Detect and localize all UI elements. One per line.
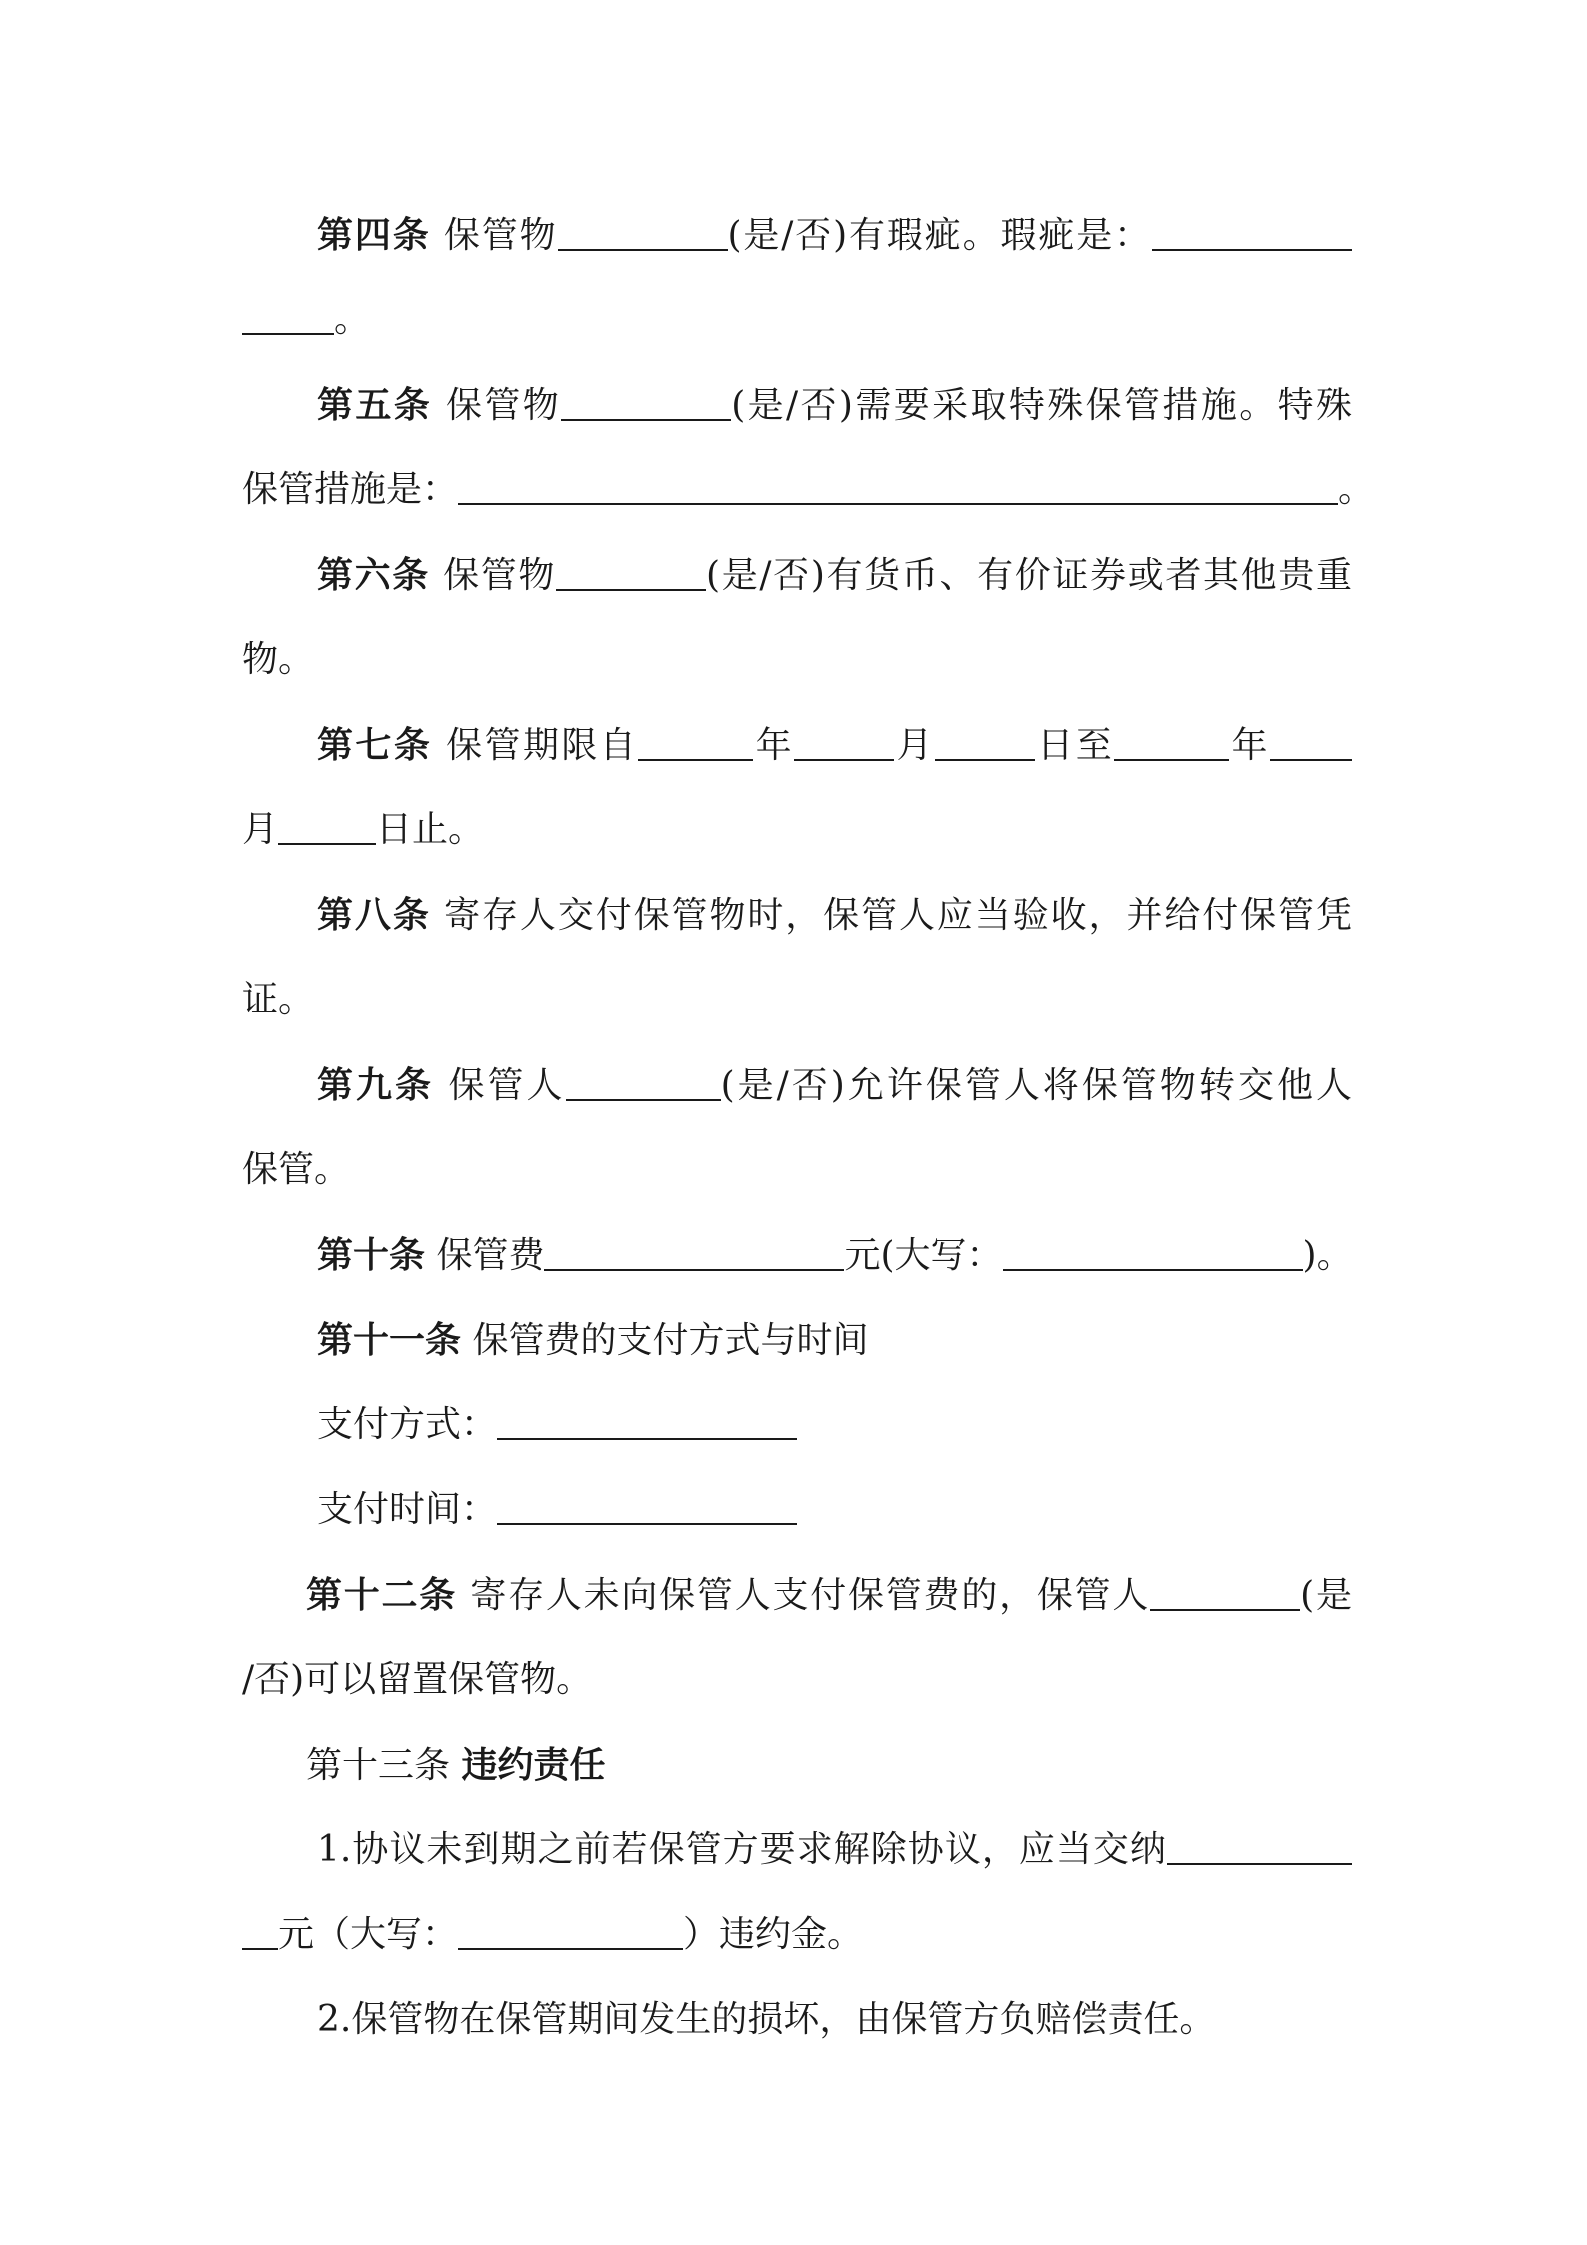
article-7-start-day-blank[interactable]: [935, 719, 1035, 761]
article-13-item-2: 2.保管物在保管期间发生的损坏，由保管方负赔偿责任。: [317, 1999, 1216, 2040]
article-12-line-1: 第十二条 寄存人未向保管人支付保管费的，保管人 (是: [306, 1565, 1352, 1625]
article-12-blank-1[interactable]: [1150, 1569, 1300, 1611]
article-13-item-1-amount-words-blank[interactable]: [458, 1908, 683, 1950]
article-12-line-2: /否)可以留置保管物。: [242, 1659, 593, 1700]
article-9-line-2: 保管。: [242, 1149, 351, 1190]
article-4-line-2: 。: [242, 290, 1352, 350]
article-11-time-blank[interactable]: [497, 1483, 797, 1525]
article-11-time-line: 支付时间：: [317, 1480, 1352, 1540]
article-6-line-2: 物。: [242, 639, 315, 680]
article-6-line-1: 第六条 保管物 (是/否)有货币、有价证券或者其他贵重: [317, 545, 1352, 605]
article-7-end-month-blank[interactable]: [1270, 719, 1352, 761]
article-13-heading: 第十三条: [306, 1745, 451, 1786]
article-4-heading: 第四条: [317, 214, 431, 256]
article-4-line-1: 第四条 保管物 (是/否)有瑕疵。瑕疵是：: [317, 205, 1352, 265]
article-7-heading: 第七条: [317, 724, 433, 766]
article-9-line-1: 第九条 保管人 (是/否)允许保管人将保管物转交他人: [317, 1055, 1352, 1115]
article-6-blank-1[interactable]: [556, 549, 706, 591]
article-13-item-1-blank-2[interactable]: [242, 1908, 278, 1950]
article-12-heading: 第十二条: [306, 1574, 458, 1616]
article-5-blank-1[interactable]: [561, 379, 731, 421]
article-7-start-month-blank[interactable]: [794, 719, 894, 761]
article-11-method-line: 支付方式：: [317, 1395, 1352, 1455]
article-7-end-year-blank[interactable]: [1114, 719, 1229, 761]
article-7-end-day-blank[interactable]: [278, 803, 376, 845]
article-10-amount-blank[interactable]: [544, 1229, 844, 1271]
article-11-line-1: 第十一条 保管费的支付方式与时间: [317, 1319, 869, 1361]
article-7-line-2: 月 日止。: [242, 800, 1352, 860]
article-4-blank-1[interactable]: [558, 209, 728, 251]
article-6-heading: 第六条: [317, 554, 430, 596]
article-11-method-blank[interactable]: [497, 1398, 797, 1440]
article-13-item-1-line-2: 元（大写： ）违约金。: [242, 1905, 1352, 1965]
article-9-heading: 第九条: [317, 1064, 435, 1106]
article-4-blank-2[interactable]: [1152, 209, 1352, 251]
article-9-blank-1[interactable]: [566, 1059, 721, 1101]
article-13-item-1-blank-1[interactable]: [1167, 1823, 1352, 1865]
article-5-line-1: 第五条 保管物 (是/否)需要采取特殊保管措施。特殊: [317, 375, 1352, 435]
article-4-blank-3[interactable]: [242, 293, 334, 335]
article-10-line-1: 第十条 保管费 元(大写： )。: [317, 1225, 1352, 1285]
article-11-heading: 第十一条: [317, 1319, 462, 1361]
article-8-line-2: 证。: [242, 979, 315, 1020]
article-5-blank-2[interactable]: [458, 463, 1338, 505]
article-13-title-line: [306, 1735, 1352, 1795]
article-7-start-year-blank[interactable]: [638, 719, 753, 761]
article-13-title: 违约责任: [461, 1744, 606, 1786]
article-13-item-1-line-1: 1.协议未到期之前若保管方要求解除协议，应当交纳: [317, 1820, 1352, 1880]
article-7-line-1: 第七条 保管期限自 年 月 日至 年: [317, 715, 1352, 775]
article-8-heading: 第八条: [317, 894, 431, 936]
article-10-heading: 第十条: [317, 1234, 426, 1276]
article-5-line-2: 保管措施是： 。: [242, 460, 1352, 520]
article-10-amount-words-blank[interactable]: [1003, 1229, 1303, 1271]
article-8-line-1: 第八条 寄存人交付保管物时，保管人应当验收，并给付保管凭: [317, 894, 1352, 936]
article-5-heading: 第五条: [317, 384, 433, 426]
